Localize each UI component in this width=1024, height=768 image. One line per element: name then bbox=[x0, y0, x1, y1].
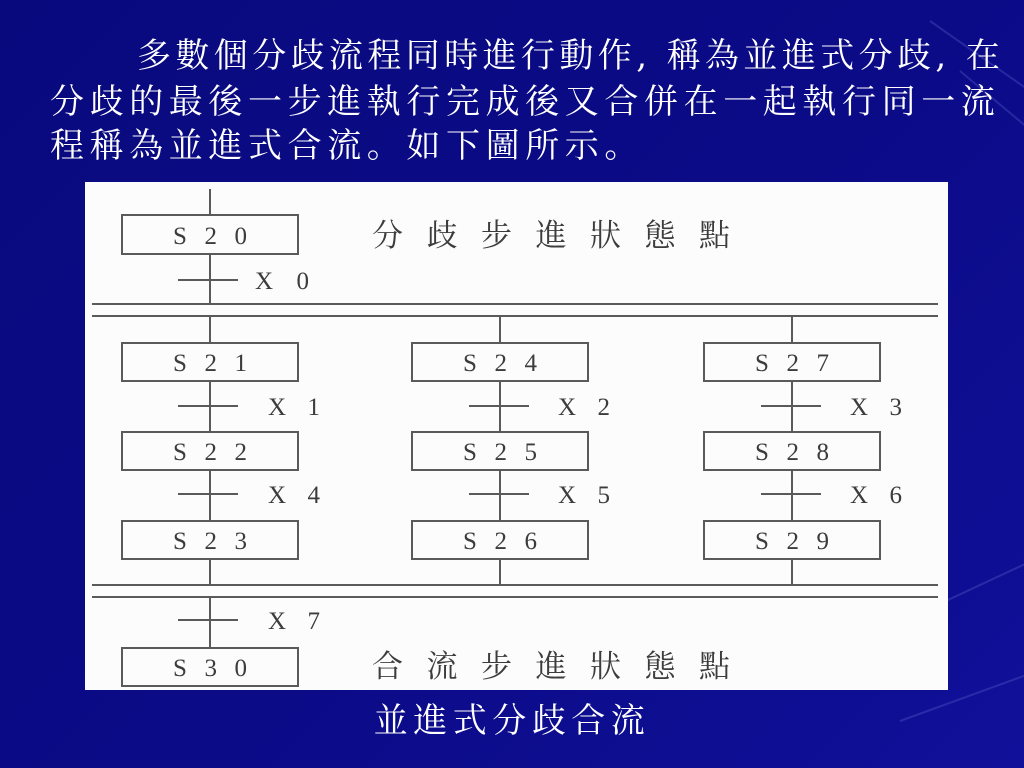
step-label: S28 bbox=[755, 439, 829, 466]
parallel-branch-diagram bbox=[85, 182, 948, 690]
branch-state-label: 分歧步進狀態點 bbox=[372, 218, 730, 254]
step-label: S27 bbox=[755, 350, 829, 377]
step-label: S22 bbox=[173, 439, 247, 466]
step-label: S25 bbox=[463, 439, 537, 466]
transition-label: X2 bbox=[558, 394, 610, 421]
step-label: S29 bbox=[755, 528, 829, 555]
diagram-caption: 並進式分歧合流 bbox=[373, 701, 651, 741]
diagram-image bbox=[85, 182, 948, 690]
transition-label: X3 bbox=[850, 394, 902, 421]
step-label: S21 bbox=[173, 350, 247, 377]
branch-column-2 bbox=[412, 316, 610, 585]
intro-text-line: 分歧的最後一步進執行完成後又合併在一起執行同一流 bbox=[50, 82, 1001, 122]
step-label: S24 bbox=[463, 350, 537, 377]
step-label: S26 bbox=[463, 528, 537, 555]
transition-label: X1 bbox=[268, 394, 320, 421]
step-label: S30 bbox=[173, 655, 247, 682]
intro-text-line: 多數個分歧流程同時進行動作, 稱為並進式分歧, 在 bbox=[137, 36, 1005, 76]
transition-label: X6 bbox=[850, 482, 902, 509]
step-label: S23 bbox=[173, 528, 247, 555]
transition-label: X4 bbox=[268, 482, 320, 509]
transition-label: X0 bbox=[255, 268, 309, 295]
step-label: S20 bbox=[173, 223, 247, 250]
intro-text-line: 程稱為並進式合流。如下圖所示。 bbox=[50, 126, 644, 166]
transition-label: X5 bbox=[558, 482, 610, 509]
merge-state-label: 合流步進狀態點 bbox=[372, 649, 730, 685]
branch-column-1 bbox=[122, 316, 321, 585]
branch-column-3 bbox=[704, 316, 902, 585]
transition-label: X7 bbox=[268, 608, 320, 635]
